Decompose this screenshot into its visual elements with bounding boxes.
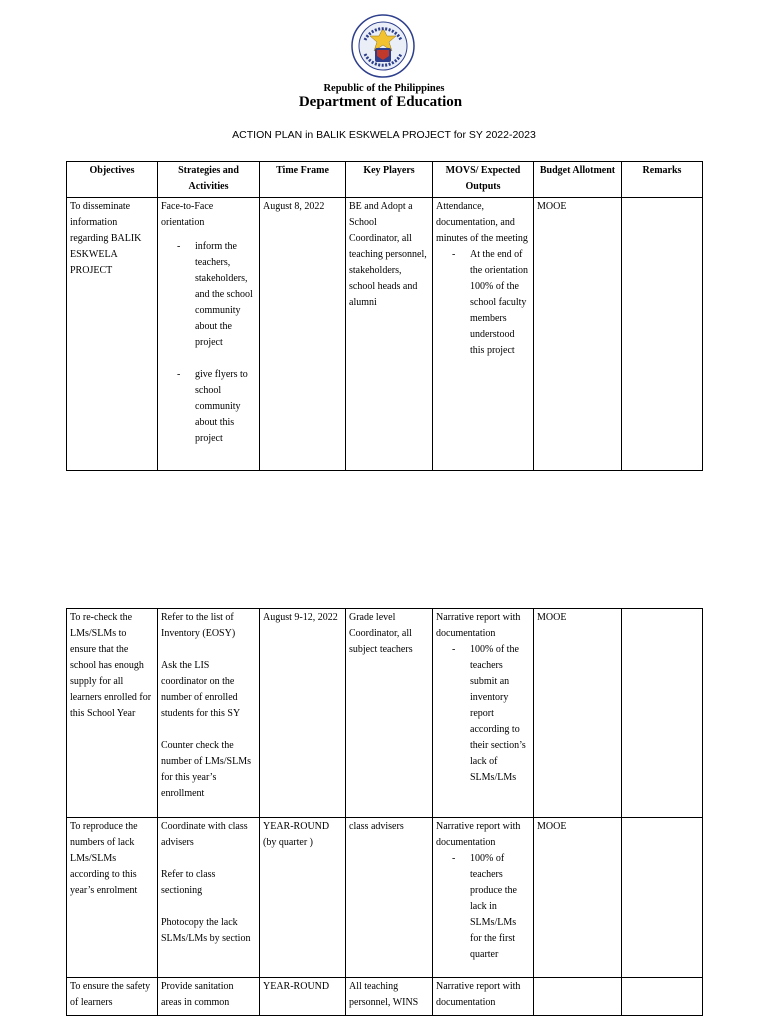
- objectives-cell: To re-check the LMs/SLMs to ensure that the school has enough supply for all learners enrolled for this School Year: [67, 609, 158, 818]
- list-item: - At the end of the orientation 100% of the school faculty members understood this project: [436, 247, 530, 359]
- key-players-cell: BE and Adopt a School Coordinator, all teaching personnel, stakeholders, school heads and alumni: [346, 198, 433, 471]
- key-players-cell: class advisers: [346, 818, 433, 978]
- movs-list: [436, 642, 530, 786]
- key-players-cell: Grade level Coordinator, all subject teachers: [346, 609, 433, 818]
- strategies-cell: [158, 818, 260, 978]
- objectives-cell: To ensure the safety of learners: [67, 978, 158, 1016]
- column-header: Strategies and Activities: [158, 162, 260, 198]
- movs-cell: [433, 818, 534, 978]
- strategy-paragraph: Provide sanitation areas in common: [161, 981, 234, 1008]
- strategies-cell: [158, 978, 260, 1016]
- table-header-row: [67, 162, 703, 198]
- movs-intro: Narrative report with documentation: [436, 981, 521, 1008]
- republic-heading: Republic of the Philippines: [323, 83, 445, 94]
- deped-seal-logo: [351, 14, 415, 78]
- strategies-cell: [158, 609, 260, 818]
- column-header: Objectives: [67, 162, 158, 198]
- movs-cell: [433, 198, 534, 471]
- budget-cell: MOOE: [534, 198, 622, 471]
- strategies-list: [161, 239, 256, 447]
- movs-list: [436, 247, 530, 359]
- list-item: - give flyers to school community about this project: [161, 367, 256, 447]
- strategies-cell: [158, 198, 260, 471]
- table-row: [67, 609, 703, 818]
- list-item: - 100% of the teachers submit an inventory report according to their section’s lack of SLMs/LMs: [436, 642, 530, 786]
- list-item: - inform the teachers, stakeholders, and the school community about the project: [161, 239, 256, 351]
- movs-cell: [433, 978, 534, 1016]
- key-players-cell: All teaching personnel, WINS: [346, 978, 433, 1016]
- list-item: - 100% of teachers produce the lack in SLMs/LMs for the first quarter: [436, 851, 530, 963]
- time-frame-cell: YEAR-ROUND: [260, 978, 346, 1016]
- department-heading: Department of Education: [298, 94, 463, 110]
- strategy-paragraph: Counter check the number of LMs/SLMs for this year’s enrollment: [161, 740, 251, 799]
- time-frame-cell: August 8, 2022: [260, 198, 346, 471]
- movs-intro: Narrative report with documentation: [436, 612, 521, 639]
- strategy-paragraph: Refer to class sectioning: [161, 869, 216, 896]
- budget-cell: [534, 978, 622, 1016]
- movs-cell: [433, 609, 534, 818]
- column-header: Key Players: [346, 162, 433, 198]
- strategy-paragraph: Photocopy the lack SLMs/LMs by section: [161, 917, 251, 944]
- budget-cell: MOOE: [534, 818, 622, 978]
- remarks-cell: [622, 609, 703, 818]
- remarks-cell: [622, 198, 703, 471]
- strategies-intro: Face-to-Face orientation: [161, 201, 214, 228]
- movs-intro: Attendance, documentation, and minutes of the meeting: [436, 201, 528, 244]
- table-row: [67, 818, 703, 978]
- movs-intro: Narrative report with documentation: [436, 821, 521, 848]
- column-header: Budget Allotment: [534, 162, 622, 198]
- column-header: Remarks: [622, 162, 703, 198]
- time-frame-cell: YEAR-ROUND (by quarter ): [260, 818, 346, 978]
- time-frame-cell: August 9-12, 2022: [260, 609, 346, 818]
- column-header: Time Frame: [260, 162, 346, 198]
- action-plan-table: [66, 161, 703, 471]
- action-plan-table-continued: [66, 608, 703, 1016]
- column-header: MOVS/ Expected Outputs: [433, 162, 534, 198]
- movs-list: [436, 851, 530, 963]
- objectives-cell: To reproduce the numbers of lack LMs/SLMs according to this year’s enrolment: [67, 818, 158, 978]
- budget-cell: MOOE: [534, 609, 622, 818]
- strategy-paragraph: Ask the LIS coordinator on the number of enrolled students for this SY: [161, 660, 241, 719]
- action-plan-title: ACTION PLAN in BALIK ESKWELA PROJECT for SY 2022-2023: [232, 129, 536, 141]
- strategy-paragraph: Refer to the list of Inventory (EOSY): [161, 612, 236, 639]
- strategy-paragraph: Coordinate with class advisers: [161, 821, 248, 848]
- table-row: [67, 978, 703, 1016]
- remarks-cell: [622, 818, 703, 978]
- table-row: [67, 198, 703, 471]
- objectives-cell: To disseminate information regarding BALIK ESKWELA PROJECT: [67, 198, 158, 471]
- remarks-cell: [622, 978, 703, 1016]
